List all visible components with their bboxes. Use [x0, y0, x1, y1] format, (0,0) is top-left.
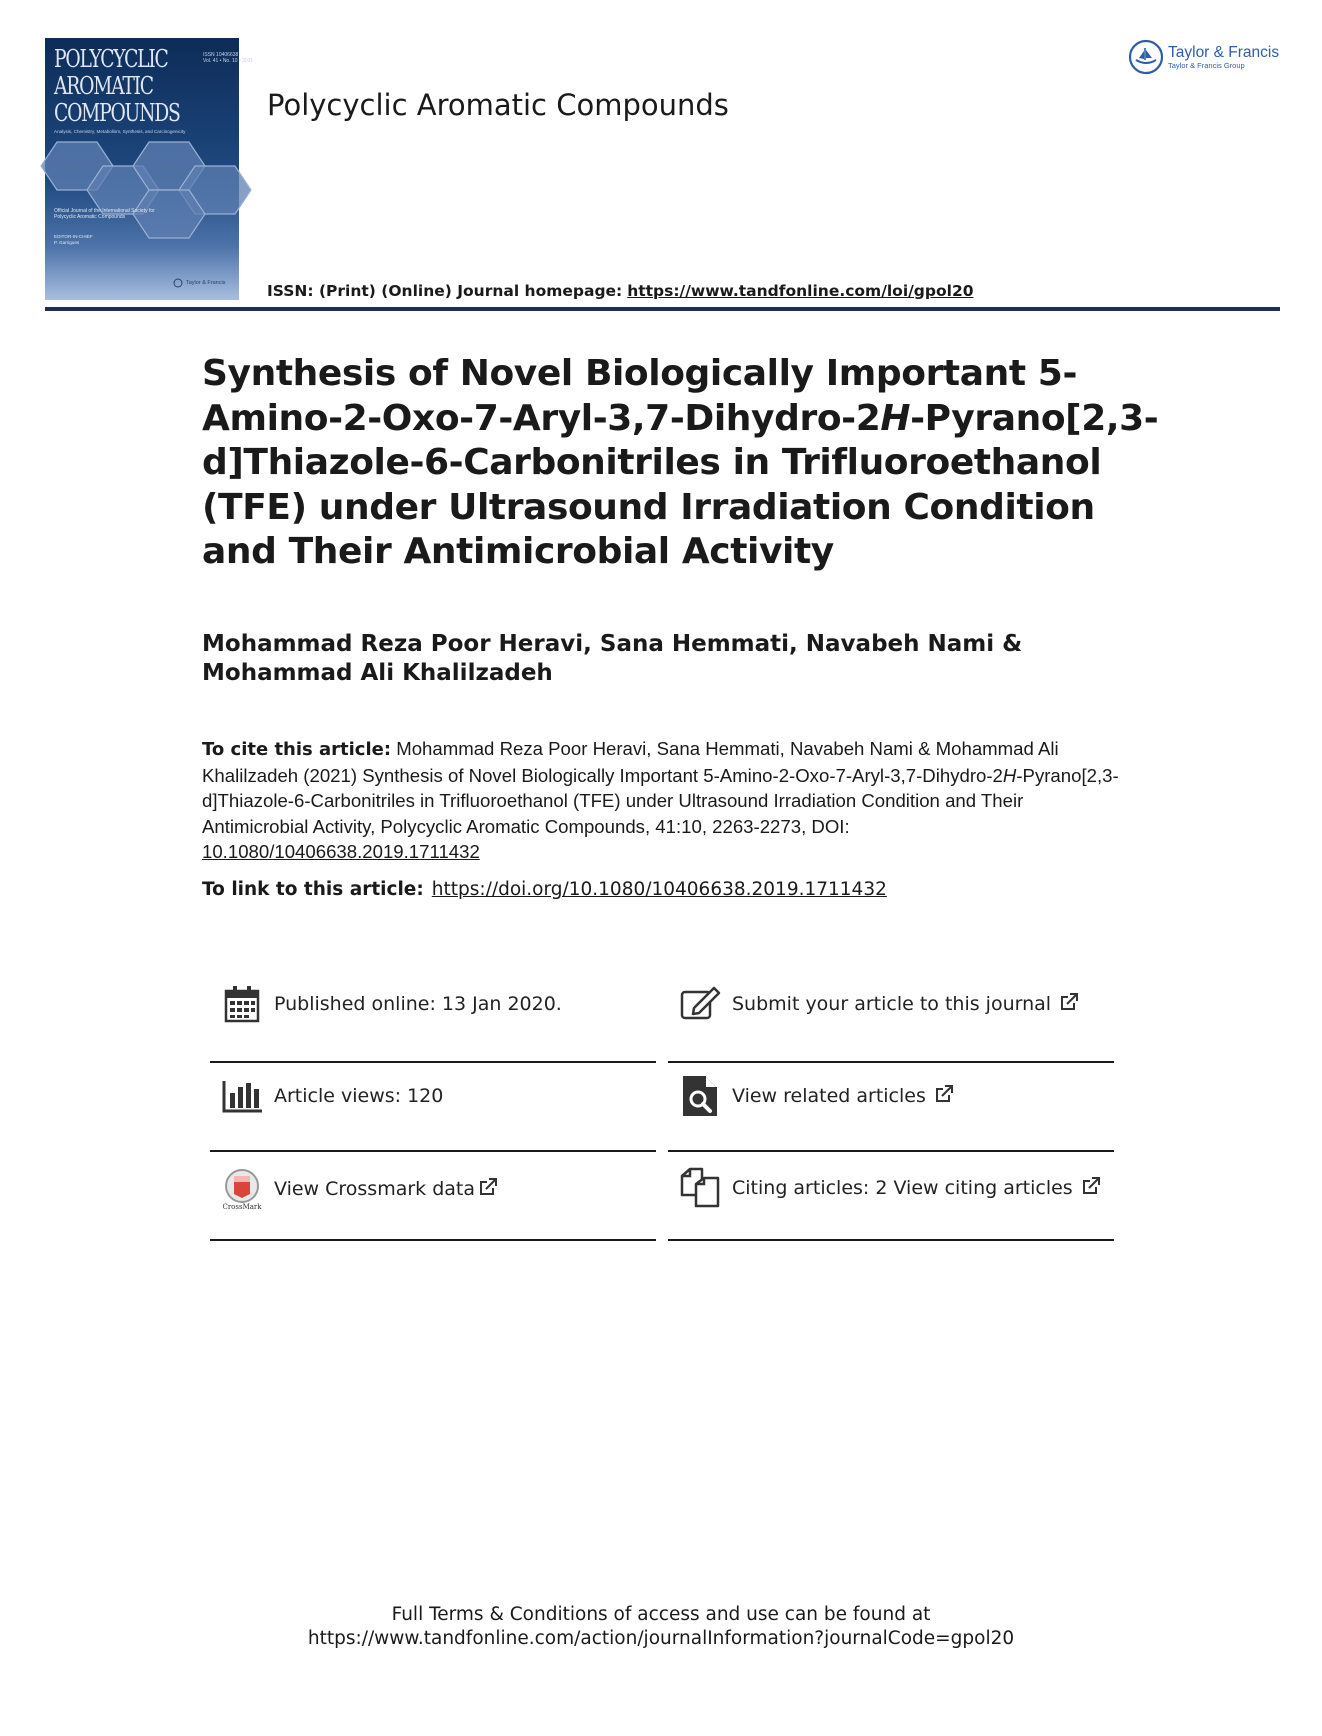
article-views-text: Article views: 120 — [274, 1085, 444, 1107]
cover-title: POLYCYCLIC AROMATIC COMPOUNDS — [54, 45, 180, 127]
issn-label: ISSN: (Print) (Online) Journal homepage: — [267, 282, 623, 300]
publisher-logo[interactable] — [1128, 39, 1279, 75]
crossmark-link[interactable] — [222, 1166, 498, 1212]
box-divider — [668, 1150, 1114, 1152]
article-link-line — [202, 879, 887, 900]
box-divider — [668, 1239, 1114, 1241]
article-title: Synthesis of Novel Biologically Important 5-Amino-2-Oxo-7-Aryl-3,7-Dihydro-2H-Pyrano[2,3-d]Thiazole-6-Carbonitriles in Trifluoroethanol (TFE) under Ultrasound Irradiation Condition and Their Antimicrobial Activity — [202, 353, 1159, 572]
published-online — [222, 984, 562, 1024]
citing-articles-text: Citing articles: 2 View citing articles — [732, 1177, 1073, 1199]
cover-subtitle: Analysis, Chemistry, Metabolism, Synthesis, and Carcinogenicity — [54, 129, 186, 134]
journal-homepage-link[interactable]: https://www.tandfonline.com/loi/gpol20 — [627, 282, 974, 300]
box-divider — [668, 1061, 1114, 1063]
citing-articles-link[interactable] — [680, 1168, 1101, 1208]
taylor-francis-icon — [1128, 39, 1164, 75]
article-doi-url[interactable]: https://doi.org/10.1080/10406638.2019.1711432 — [431, 879, 887, 900]
box-divider — [210, 1150, 656, 1152]
header-rule — [45, 307, 1280, 311]
terms-footer-line1: Full Terms & Conditions of access and use can be found at — [391, 1604, 931, 1625]
cover-issn: ISSN 10406638 Vol. 41 • No. 10 • 2021 — [203, 52, 254, 64]
external-link-icon — [1081, 1176, 1101, 1201]
journal-name: Polycyclic Aromatic Compounds — [267, 88, 729, 122]
box-divider — [210, 1239, 656, 1241]
publisher-group: Taylor & Francis Group — [1168, 60, 1245, 70]
related-articles-text: View related articles — [732, 1085, 926, 1107]
external-link-icon — [478, 1177, 498, 1202]
crossmark-icon-label: CrossMark — [222, 1202, 262, 1211]
calendar-icon — [222, 984, 262, 1024]
related-articles-link[interactable] — [680, 1076, 954, 1116]
article-views — [222, 1076, 443, 1116]
cover-publisher-icon — [173, 278, 183, 288]
citation-doi-link[interactable]: 10.1080/10406638.2019.1711432 — [202, 841, 480, 862]
bar-chart-icon — [222, 1076, 262, 1116]
external-link-icon — [934, 1084, 954, 1109]
link-label: To link to this article: — [202, 879, 424, 900]
terms-footer — [0, 1603, 1322, 1651]
citation-label: To cite this article: — [202, 739, 392, 760]
article-authors: Mohammad Reza Poor Heravi, Sana Hemmati, Navabeh Nami & Mohammad Ali Khalilzadeh — [202, 631, 1023, 686]
citation-block: To cite this article: Mohammad Reza Poor Heravi, Sana Hemmati, Navabeh Nami & Mohammad Ali Khalilzadeh (2021) Synthesis of Novel Biologically Important 5-Amino-2-Oxo-7-Aryl-3,7-Dihydro-2H-Pyrano[2,3-d]Thiazole-6-Carbonitriles in Trifluoroethanol (TFE) under Ultrasound Irradiation Condition and Their Antimicrobial Activity, Polycyclic Aromatic Compounds, 41:10, 2263-2273, DOI: 10.1080/10406638.2019.1711432 — [202, 738, 1119, 862]
external-link-icon — [1059, 992, 1079, 1017]
box-divider — [210, 1061, 656, 1063]
cover-official: Official Journal of the International Society for Polycyclic Aromatic Compounds — [54, 208, 155, 220]
submit-article-link[interactable] — [680, 984, 1079, 1024]
cover-editor: EDITOR-IN-CHIEF P. Garrigues — [54, 234, 93, 245]
crossmark-text: View Crossmark data — [274, 1178, 476, 1200]
search-document-icon — [680, 1076, 720, 1116]
edit-icon — [680, 984, 720, 1024]
cover-publisher: Taylor & Francis — [173, 278, 225, 288]
issn-homepage-line — [267, 282, 974, 300]
copy-icon — [680, 1168, 720, 1208]
published-online-text: Published online: 13 Jan 2020. — [274, 993, 562, 1015]
journal-cover — [45, 38, 254, 300]
terms-footer-url[interactable]: https://www.tandfonline.com/action/journalInformation?journalCode=gpol20 — [307, 1628, 1015, 1649]
crossmark-icon — [222, 1166, 262, 1212]
publisher-name: Taylor & Francis — [1168, 43, 1280, 61]
submit-article-text: Submit your article to this journal — [732, 993, 1052, 1015]
